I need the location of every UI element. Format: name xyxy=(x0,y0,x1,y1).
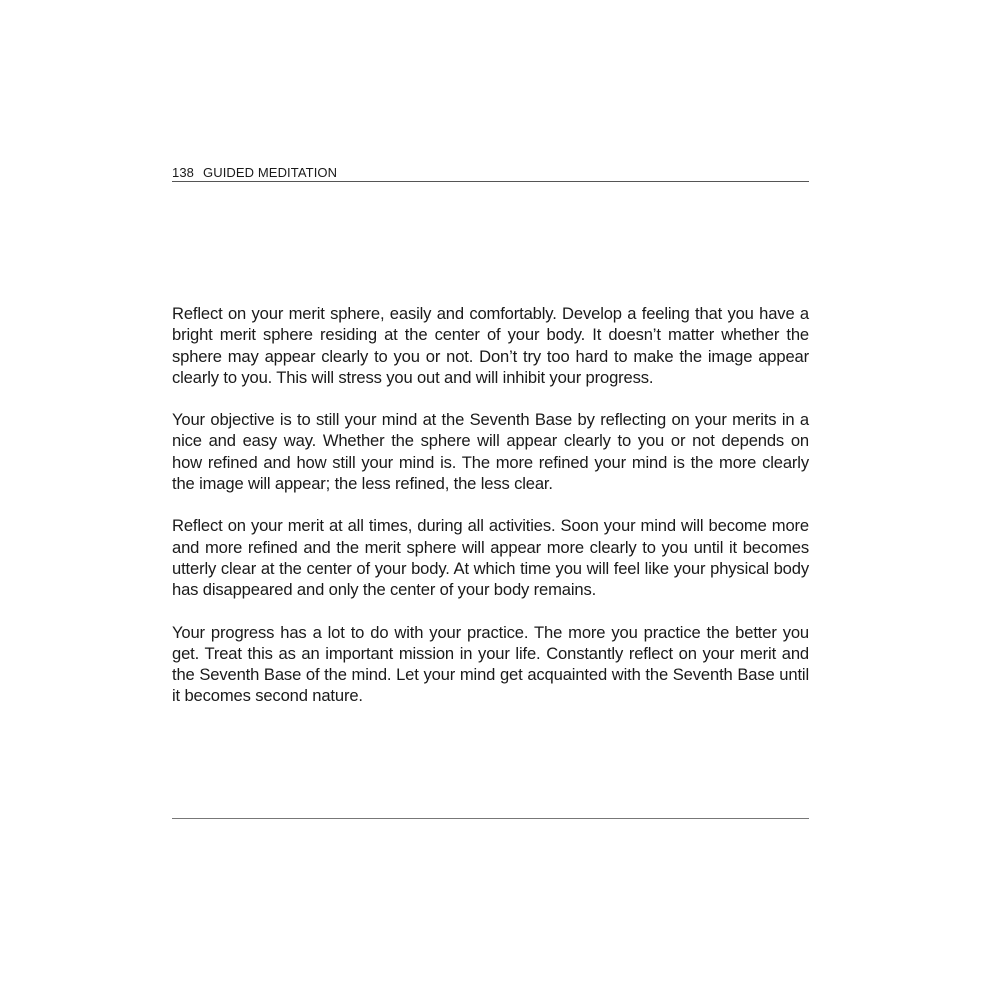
paragraph: Reflect on your merit sphere, easily and comfortably. Develop a feeling that you have a bright merit sphere residing at the center of your body. It doesn’t matter whether the sphere may appear clearly to you or not. Don’t try too hard to make the image appear clearly to you. This will stress you out and will inhibit your progress. xyxy=(172,304,809,387)
running-header xyxy=(172,164,809,182)
book-page xyxy=(172,0,809,1000)
body-text xyxy=(172,303,809,728)
paragraph: Reflect on your merit at all times, during all activities. Soon your mind will become more and more refined and the merit sphere will appear more clearly to you until it becomes utterly clear at the center of your body. At which time you will feel like your physical body has disappeared and only the center of your body remains. xyxy=(172,516,809,600)
paragraph: Your progress has a lot to do with your practice. The more you practice the better you get. Treat this as an important mission in your life. Constantly reflect on your merit and the Seventh Base of the mind. Let your mind get acquainted with the Seventh Base until it becomes second nature. xyxy=(172,622,809,706)
section-title: GUIDED MEDITATION xyxy=(203,165,338,180)
footer-rule xyxy=(172,818,809,819)
page-number: 138 xyxy=(172,165,194,180)
paragraph: Your objective is to still your mind at the Seventh Base by reflecting on your merits in a nice and easy way. Whether the sphere will appear clearly to you or not depends on how refined and how still your mind is. The more refined your mind is the more clearly the image will appear; the less refined, the less clear. xyxy=(172,410,809,494)
